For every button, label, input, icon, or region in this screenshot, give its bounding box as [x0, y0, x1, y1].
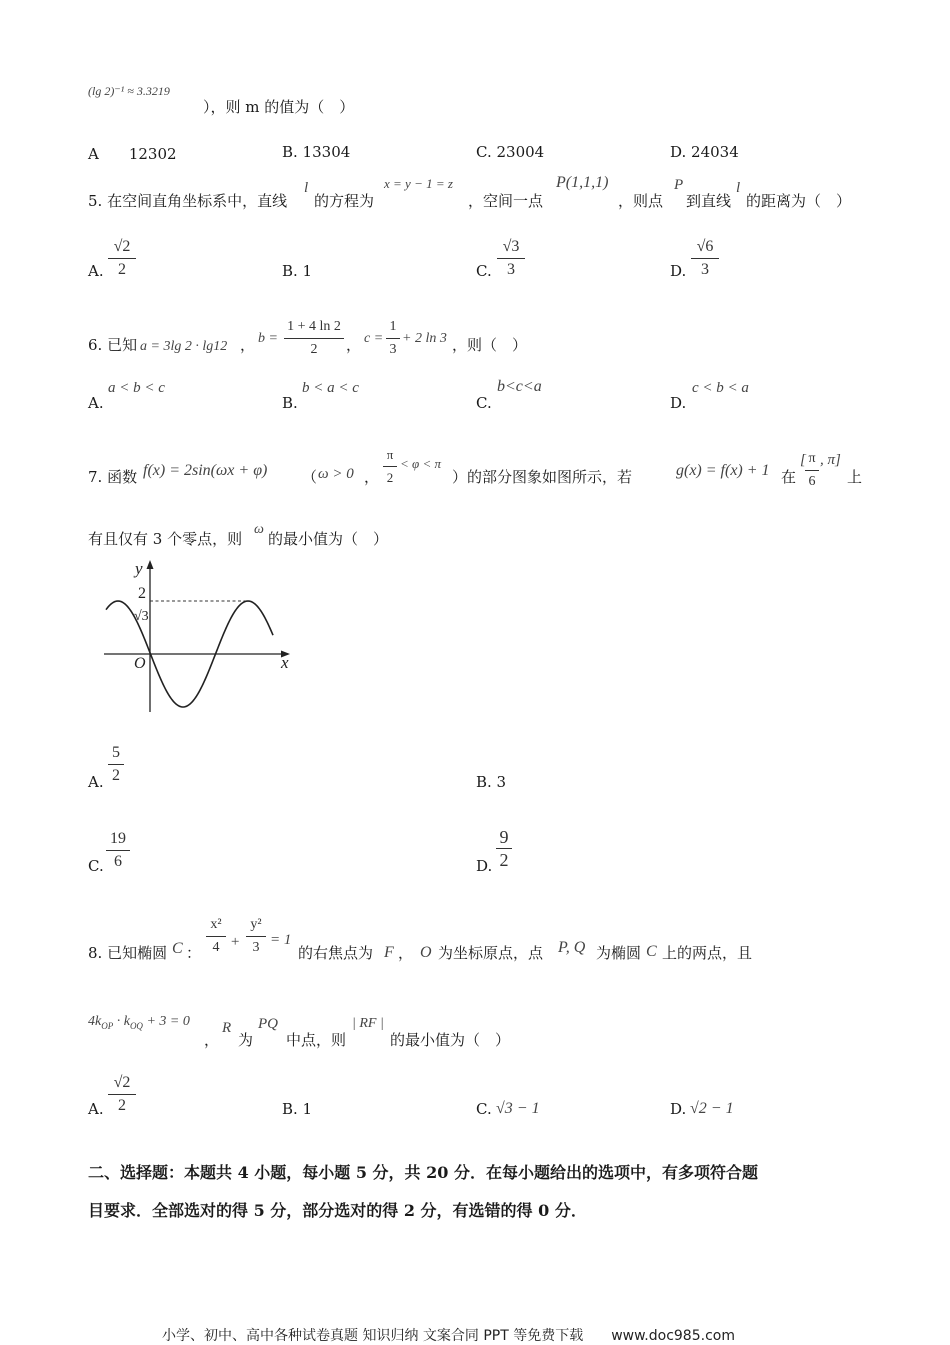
q8-text-8: 的最小值为（ ） — [390, 1031, 511, 1049]
y-axis-label: y — [135, 559, 143, 578]
tick-2-label: 2 — [138, 585, 146, 602]
q8-text-5: 上的两点，且 — [662, 944, 753, 962]
q8-ellipse-c: C — [172, 940, 183, 957]
q8-x-fraction: x² 4 — [206, 916, 226, 957]
q8-text-2: 的右焦点为 — [298, 944, 374, 962]
q7-text-4: 上 — [847, 468, 863, 486]
q7-text-1: 7. 函数 — [88, 468, 138, 486]
q5-text-2: 的方程为 — [314, 192, 375, 210]
q4-option-a: A 12302 — [88, 145, 177, 163]
q7-text-line2: 有且仅有 3 个零点，则 — [88, 530, 243, 548]
q7-omega-condition: ω > 0 — [318, 466, 354, 482]
q8-text-1: 8. 已知椭圆 — [88, 944, 168, 962]
q6-comma-2: ， — [346, 336, 362, 354]
q6-c-prefix: c = — [364, 331, 384, 346]
q5-line-equation: x = y − 1 = z — [384, 176, 453, 191]
q6-option-b: b < a < c — [302, 380, 359, 396]
q6-question-tail: ，则（ ） — [452, 336, 528, 354]
q5-option-a-fraction: √2 2 — [108, 238, 136, 279]
q7-g-function: g(x) = f(x) + 1 — [676, 462, 770, 479]
q7-option-a-fraction: 5 2 — [108, 744, 124, 785]
q7-interval-fraction: π 6 — [805, 450, 819, 491]
q6-option-c-label: C. — [476, 394, 492, 412]
q4-option-d: D. 24034 — [670, 143, 739, 161]
q8-slope-condition: $4k_{OP} \cdot k_{OQ} + 3 = 0$ — [88, 1014, 190, 1031]
q7-text-line2b: 的最小值为（ ） — [268, 530, 389, 548]
q8-comma-2: ， — [204, 1031, 220, 1049]
q5-line-l: l — [304, 180, 309, 196]
q8-rf-distance: | RF | — [352, 1016, 384, 1031]
q7-option-c-label: C. — [88, 857, 104, 875]
q5-text-4: ，则点 — [618, 192, 664, 210]
q4-option-b: B. 13304 — [282, 143, 351, 161]
q7-text-3: 在 — [781, 468, 797, 486]
q4-question-tail: ），则 m 的值为（ ） — [203, 98, 355, 116]
q8-colon: ： — [186, 944, 202, 962]
q8-origin-o: O — [420, 944, 432, 961]
q8-segment-pq: PQ — [258, 1016, 278, 1032]
q5-line-l-2: l — [736, 180, 741, 196]
q8-option-c: √3 − 1 — [496, 1100, 540, 1117]
q5-option-c-fraction: √3 3 — [497, 238, 525, 279]
q7-function: f(x) = 2sin(ωx + φ) — [143, 462, 268, 479]
q7-option-c-fraction: 19 6 — [106, 830, 130, 871]
q6-b-fraction: 1 + 4 ln 2 2 — [284, 318, 344, 359]
q8-text-7: 中点，则 — [286, 1031, 347, 1049]
q6-option-d-label: D. — [670, 394, 687, 412]
q8-text-4: 为椭圆 — [596, 944, 642, 962]
q8-plus: + — [230, 934, 241, 950]
section2-heading-line2: 目要求．全部选对的得 5 分，部分选对的得 2 分，有选错的得 0 分． — [88, 1201, 587, 1220]
q8-option-d: √2 − 1 — [690, 1100, 734, 1117]
q6-a-definition: a = 3lg 2 · lg12 — [140, 339, 228, 354]
q5-point-p: P — [674, 177, 684, 193]
q5-option-d-label: D. — [670, 262, 687, 280]
q8-option-d-label: D. — [670, 1100, 687, 1118]
origin-label: O — [134, 655, 146, 672]
q7-option-a-label: A. — [88, 773, 104, 791]
q7-phi-condition: < φ < π — [400, 456, 441, 471]
q5-option-c-label: C. — [476, 262, 492, 280]
q7-option-b: B. 3 — [476, 773, 507, 791]
q6-option-a-label: A. — [88, 394, 104, 412]
tick-sqrt3-label: √3 — [134, 609, 149, 624]
q8-text-6: 为 — [238, 1031, 254, 1049]
q6-option-a: a < b < c — [108, 380, 165, 396]
q8-option-a-fraction: √2 2 — [108, 1074, 136, 1115]
q8-text-3: 为坐标原点，点 — [438, 944, 544, 962]
q8-comma-1: ， — [398, 944, 414, 962]
q5-text-6: 的距离为（ ） — [746, 192, 852, 210]
q5-option-d-fraction: √6 3 — [691, 238, 719, 279]
q4-option-c: C. 23004 — [476, 143, 545, 161]
q5-option-a-label: A. — [88, 262, 104, 280]
q5-option-b: B. 1 — [282, 262, 313, 280]
x-axis-label: x — [281, 653, 289, 672]
q5-point: P(1,1,1) — [556, 174, 609, 191]
q4-formula: (lg 2)⁻¹ ≈ 3.3219 — [88, 84, 170, 98]
q7-phi-fraction: π 2 — [383, 446, 397, 487]
q8-points-pq: P, Q — [558, 939, 586, 956]
q7-text-2: ）的部分图象如图所示，若 — [452, 468, 633, 486]
q7-comma: ， — [364, 468, 380, 486]
q8-option-c-label: C. — [476, 1100, 492, 1118]
q7-sine-graph — [98, 556, 298, 716]
q6-c-fraction: 1 3 — [386, 318, 400, 359]
q6-option-b-label: B. — [282, 394, 298, 412]
q8-y-fraction: y² 3 — [246, 916, 266, 957]
q7-omega: ω — [254, 522, 264, 537]
q7-interval-bracket: [ — [800, 452, 806, 468]
q5-text-5: 到直线 — [686, 192, 732, 210]
q7-paren-open: （ — [302, 468, 318, 486]
y-axis-arrow — [147, 560, 154, 569]
q6-comma-1: ， — [240, 336, 256, 354]
q8-equation-end: = 1 — [270, 932, 292, 948]
q8-point-r: R — [222, 1020, 232, 1036]
q8-ellipse-c-2: C — [646, 943, 657, 960]
q5-text-3: ，空间一点 — [468, 192, 544, 210]
q8-focus-f: F — [384, 944, 394, 961]
section2-heading-line1: 二、选择题：本题共 4 小题，每小题 5 分，共 20 分．在每小题给出的选项中，有多项符合题 — [88, 1163, 758, 1182]
page-footer: 小学、初中、高中各种试卷真题 知识归纳 文案合同 PPT 等免费下载 www.doc985.com — [162, 1328, 735, 1344]
q6-option-d: c < b < a — [692, 380, 749, 396]
q8-option-a-label: A. — [88, 1100, 104, 1118]
q7-option-d-fraction: 9 2 — [496, 828, 512, 869]
q6-b-prefix: b = — [258, 331, 278, 346]
q7-option-d-label: D. — [476, 857, 493, 875]
q6-text-1: 6. 已知 — [88, 336, 138, 354]
q6-option-c: b<c<a — [497, 378, 542, 395]
q8-option-b: B. 1 — [282, 1100, 313, 1118]
q7-interval-end: , π] — [820, 452, 841, 468]
q5-text-1: 5. 在空间直角坐标系中，直线 — [88, 192, 288, 210]
q6-c-postfix: + 2 ln 3 — [402, 331, 447, 346]
